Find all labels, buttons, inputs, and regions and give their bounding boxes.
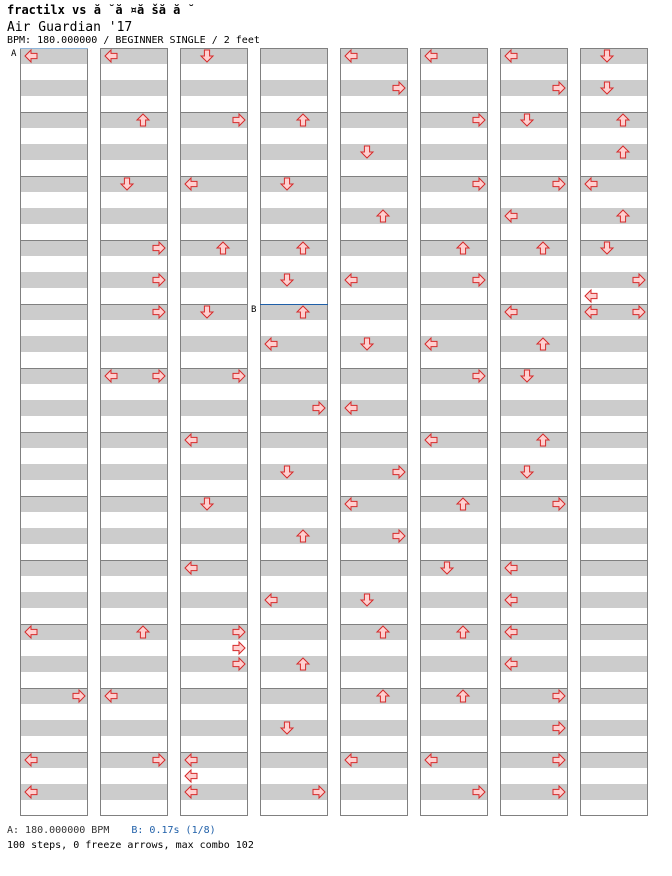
beat-band — [420, 240, 488, 256]
beat-band — [340, 624, 408, 640]
beat-band — [180, 144, 248, 160]
step-stats: 100 steps, 0 freeze arrows, max combo 102 — [7, 840, 254, 851]
beat-band — [580, 752, 648, 768]
beat-band — [580, 496, 648, 512]
beat-band — [580, 560, 648, 576]
chart-notes — [25, 50, 645, 798]
beat-band — [180, 304, 248, 320]
beat-band — [260, 656, 328, 672]
chart-column — [580, 48, 648, 816]
beat-band — [260, 272, 328, 288]
beat-band — [580, 80, 648, 96]
beat-band — [260, 368, 328, 384]
beat-band — [580, 112, 648, 128]
beat-band — [500, 368, 568, 384]
beat-band — [340, 144, 408, 160]
beat-band — [260, 720, 328, 736]
arrow-left-icon — [585, 290, 597, 302]
beat-band — [580, 464, 648, 480]
beat-band — [100, 784, 168, 800]
beat-band — [580, 240, 648, 256]
beat-band — [180, 496, 248, 512]
beat-band — [100, 656, 168, 672]
beat-band — [260, 48, 328, 64]
beat-band — [580, 528, 648, 544]
chart-column — [260, 48, 328, 816]
beat-band — [340, 176, 408, 192]
beat-band — [180, 720, 248, 736]
beat-band — [180, 336, 248, 352]
chart-info: BPM: 180.000000 / BEGINNER SINGLE / 2 feet — [7, 35, 260, 46]
legend-stop: B: 0.17s (1/8) — [131, 825, 216, 836]
beat-band — [100, 112, 168, 128]
beat-band — [20, 720, 88, 736]
beat-band — [420, 528, 488, 544]
beat-band — [100, 496, 168, 512]
song-title: Air Guardian '17 — [7, 20, 133, 35]
beat-band — [20, 336, 88, 352]
beat-band — [20, 304, 88, 320]
beat-band — [500, 272, 568, 288]
beat-band — [260, 624, 328, 640]
beat-band — [260, 528, 328, 544]
beat-band — [340, 368, 408, 384]
chart-column — [180, 48, 248, 816]
beat-band — [580, 784, 648, 800]
beat-band — [340, 112, 408, 128]
beat-band — [180, 80, 248, 96]
chart-column — [20, 48, 88, 816]
beat-band — [500, 400, 568, 416]
chart-column — [500, 48, 568, 816]
beat-band — [420, 80, 488, 96]
beat-band — [100, 464, 168, 480]
beat-band — [260, 688, 328, 704]
beat-band — [580, 48, 648, 64]
beat-band — [420, 144, 488, 160]
beat-band — [580, 592, 648, 608]
beat-band — [420, 560, 488, 576]
beat-band — [180, 464, 248, 480]
beat-band — [20, 176, 88, 192]
beat-band — [100, 80, 168, 96]
beat-band — [580, 144, 648, 160]
legend-bpm: A: 180.000000 BPM — [7, 825, 110, 836]
beat-band — [20, 496, 88, 512]
beat-band — [420, 624, 488, 640]
beat-band — [100, 720, 168, 736]
beat-band — [260, 240, 328, 256]
beat-band — [340, 336, 408, 352]
beat-band — [500, 528, 568, 544]
beat-band — [580, 336, 648, 352]
beat-band — [500, 464, 568, 480]
beat-band — [420, 304, 488, 320]
beat-band — [180, 688, 248, 704]
beat-band — [260, 144, 328, 160]
beat-band — [100, 592, 168, 608]
beat-band — [420, 496, 488, 512]
chart-columns — [20, 48, 648, 816]
beat-band — [20, 464, 88, 480]
beat-band — [180, 240, 248, 256]
beat-band — [500, 240, 568, 256]
beat-band — [500, 432, 568, 448]
beat-band — [260, 80, 328, 96]
beat-band — [580, 368, 648, 384]
beat-band — [260, 496, 328, 512]
beat-band — [260, 464, 328, 480]
marker-label: B — [251, 305, 257, 315]
beat-band — [20, 144, 88, 160]
beat-band — [100, 400, 168, 416]
beat-band — [180, 48, 248, 64]
beat-band — [100, 336, 168, 352]
beat-band — [580, 624, 648, 640]
beat-band — [340, 688, 408, 704]
beat-band — [420, 208, 488, 224]
beat-band — [260, 112, 328, 128]
beat-band — [20, 80, 88, 96]
beat-band — [420, 688, 488, 704]
beat-band — [20, 560, 88, 576]
beat-band — [180, 592, 248, 608]
beat-band — [260, 304, 328, 320]
beat-band — [20, 656, 88, 672]
beat-band — [20, 240, 88, 256]
beat-band — [580, 208, 648, 224]
beat-band — [340, 720, 408, 736]
beat-band — [420, 656, 488, 672]
beat-band — [20, 208, 88, 224]
beat-band — [20, 368, 88, 384]
beat-band — [180, 272, 248, 288]
beat-band — [580, 656, 648, 672]
beat-band — [340, 432, 408, 448]
beat-band — [580, 688, 648, 704]
legend — [7, 825, 216, 836]
song-artist: fractilx vs ă ˘ă ¤ă šă ă ˘ — [7, 3, 195, 17]
chart-column — [420, 48, 488, 816]
beat-band — [20, 400, 88, 416]
beat-band — [500, 112, 568, 128]
beat-band — [340, 784, 408, 800]
beat-band — [100, 528, 168, 544]
beat-band — [260, 208, 328, 224]
beat-band — [20, 592, 88, 608]
beat-band — [180, 208, 248, 224]
beat-band — [420, 720, 488, 736]
beat-band — [100, 144, 168, 160]
beat-band — [340, 304, 408, 320]
beat-band — [340, 240, 408, 256]
beat-band — [20, 432, 88, 448]
beat-band — [500, 336, 568, 352]
beat-band — [180, 528, 248, 544]
beat-band — [20, 112, 88, 128]
beat-band — [20, 528, 88, 544]
beat-band — [100, 624, 168, 640]
beat-band — [420, 400, 488, 416]
beat-band — [420, 592, 488, 608]
beat-band — [500, 144, 568, 160]
beat-band — [580, 432, 648, 448]
beat-band — [100, 208, 168, 224]
beat-band — [340, 592, 408, 608]
beat-band — [100, 176, 168, 192]
beat-band — [260, 560, 328, 576]
chart-column — [340, 48, 408, 816]
arrow-left-icon — [185, 770, 197, 782]
beat-band — [580, 720, 648, 736]
beat-band — [260, 432, 328, 448]
marker-label: A — [11, 49, 17, 59]
beat-band — [100, 560, 168, 576]
beat-band — [340, 208, 408, 224]
beat-band — [340, 560, 408, 576]
beat-band — [340, 656, 408, 672]
arrow-right-icon — [233, 642, 245, 654]
beat-band — [20, 272, 88, 288]
beat-band — [580, 400, 648, 416]
beat-band — [260, 752, 328, 768]
beat-band — [260, 176, 328, 192]
beat-band — [100, 432, 168, 448]
beat-band — [180, 400, 248, 416]
beat-band — [420, 464, 488, 480]
